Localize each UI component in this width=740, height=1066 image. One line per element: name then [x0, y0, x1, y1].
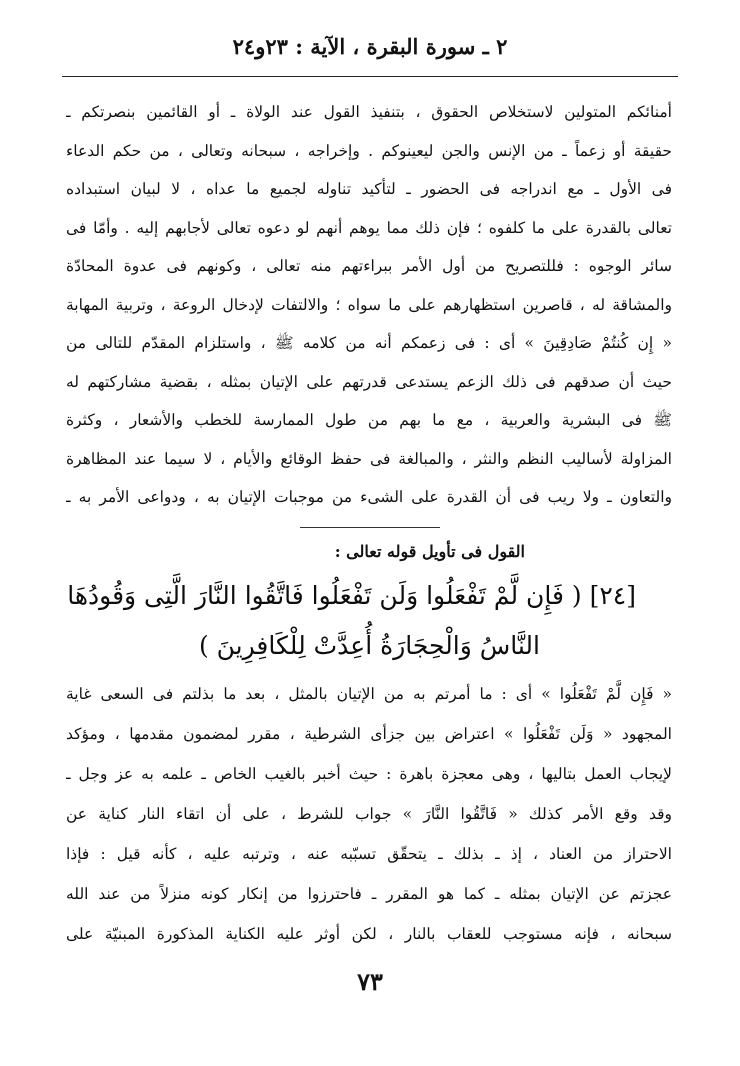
text-line: عجزتم عن الإتيان بمثله ـ كما هو المقرر ـ فاحترزوا من إنكار كونه منزلاً من عند الله [66, 885, 672, 903]
text-line: المزاولة لأساليب النظم والنثر ، والمبالغة فى حفظ الوقائع والأيام ، لا سيما عند المظاهرة [66, 449, 672, 468]
quran-verse-line-1 [67, 573, 636, 619]
text-line: « إِن كُنتُمْ صَادِقِينَ » أى : فى زعمكم أنه من كلامه ﷺ ، واستلزام المقدّم للتالى من [66, 334, 672, 352]
text-line: سائر الوجوه : فللتصريح من أول الأمر ببراءتهم منه تعالى ، وكونهم فى عدوة المحادّة [66, 257, 672, 275]
text-line: المجهود « وَلَن تَفْعَلُوا » اعتراض بين جزأى الشرطية ، مقرر لمضمون مقدمها ، ومؤكد [66, 725, 672, 743]
text-line: وقد وقع الأمر كذلك « فَاتَّقُوا النَّارَ » جواب للشرط ، على أن اتقاء النار كناية عن [66, 805, 672, 823]
text-line: فى الأول ـ مع اندراجه فى الحضور ـ لتأكيد تناوله لجميع ما عداه ، لا لبيان استبداده [66, 180, 672, 198]
text-line: « فَإِن لَّمْ تَفْعَلُوا » أى : ما أمرتم به من الإتيان بالمثل ، بعد ما بذلتم فى السعى غاية [66, 685, 672, 703]
text-line: أمنائكم المتولين لاستخلاص الحقوق ، بتنفيذ القول عند الولاة ـ أو القائمين بنصرتكم ـ [66, 103, 672, 121]
text-line: سبحانه ، فإنه مستوجب للعقاب بالنار ، لكن أوثر عليه الكناية المذكورة المبنيّة على [66, 925, 672, 943]
section-heading: القول فى تأويل قوله تعالى : [334, 542, 525, 561]
text-line: الاحتراز من العناد ، إذ ـ بذلك ـ يتحقّق تسبّبه عنه ، وترتبه عليه ، كأنه قيل : فإذا [66, 845, 672, 863]
text-line: والمشاقة له ، قاصرين استظهارهم على ما سواه ؛ والالتفات لإدخال الروعة ، وتربية المهابة [66, 295, 672, 314]
commentary-top [66, 93, 672, 517]
header-divider [62, 76, 678, 77]
verse-text: [٢٤] ( فَإِن لَّمْ تَفْعَلُوا وَلَن تَفْعَلُوا فَاتَّقُوا النَّارَ الَّتِى وَقُودُهَا [67, 581, 636, 610]
page-number: ٧٣ [357, 967, 383, 996]
text-line: تعالى بالقدرة على ما كلفوه ؛ فإن ذلك مما يوهم أنهم لو دعوه تعالى لأجابهم إليه . وأمّا فى [66, 218, 672, 237]
quran-verse-line-2 [198, 623, 540, 669]
text-line: لإيجاب العمل بتاليها ، وهى معجزة باهرة : حيث أخبر بالغيب الخاص ـ علمه به عز وجل ـ [66, 765, 672, 783]
text-line: والتعاون ـ ولا ريب فى أن القدرة على الشىء من موجبات الإتيان به ، ودواعى الأمر به ـ [66, 488, 672, 506]
text-line: حيث أن صدقهم فى ذلك الزعم يستدعى قدرتهم على الإتيان بمثله ، بقضية مشاركتهم له [66, 372, 672, 391]
text-line: ﷺ فى البشرية والعربية ، مع ما بهم من طول الممارسة للخطب والأشعار ، وكثرة [66, 411, 672, 429]
text-line: حقيقة أو زعماً ـ من الإنس والجن ليعينوكم . وإخراجه ، سبحانه وتعالى ، من حكم الدعاء [66, 141, 672, 160]
commentary-bottom [66, 674, 672, 954]
verse-text: النَّاسُ وَالْحِجَارَةُ أُعِدَّتْ لِلْكَافِرِينَ ) [198, 631, 540, 660]
section-divider [300, 527, 440, 528]
running-header: ٢ ـ سورة البقرة ، الآية : ٢٣و٢٤ [232, 34, 508, 59]
